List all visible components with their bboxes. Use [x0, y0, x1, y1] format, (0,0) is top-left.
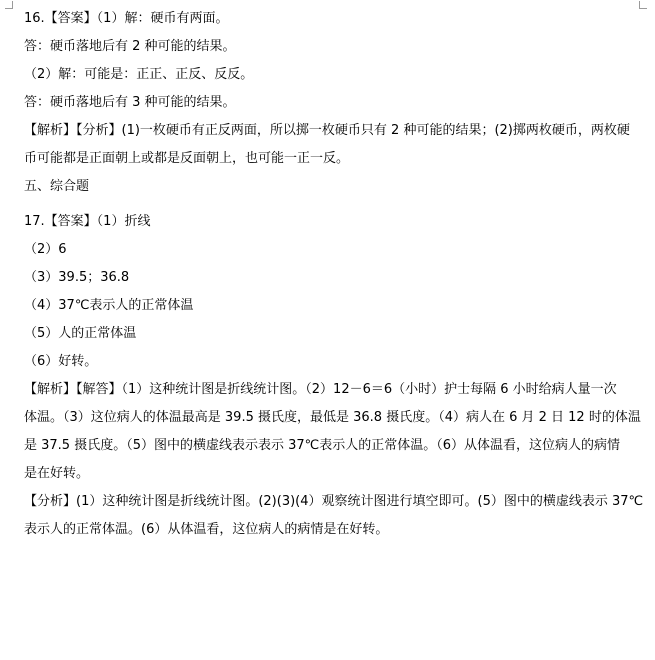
analysis-17-line: 是 37.5 摄氏度。（5）图中的横虚线表示表示 37℃表示人的正常体温。（6）从体温看，这位病人的病情	[24, 438, 621, 453]
analysis-17-line: 【解析】【解答】（1）这种统计图是折线统计图。（2）12－6＝6（小时）护士每隔 6 小时给病人量一次	[24, 382, 617, 397]
page-corner-mark-right	[639, 1, 647, 9]
answer-16-part2: （2）解：可能是：正正、正反、反反。	[24, 67, 254, 82]
answer-16-line: 答：硬币落地后有 3 种可能的结果。	[24, 95, 236, 110]
analysis-16-line: 【解析】【分析】(1)一枚硬币有正反两面，所以掷一枚硬币只有 2 种可能的结果；(2)掷两枚硬币，两枚硬	[24, 123, 630, 138]
spacer	[24, 201, 636, 208]
answer-16-line: 答：硬币落地后有 2 种可能的结果。	[24, 39, 236, 54]
analysis-17-summary: 表示人的正常体温。(6）从体温看，这位病人的病情是在好转。	[24, 522, 389, 537]
document-body	[24, 5, 644, 544]
answer-17-part: （6）好转。	[24, 354, 98, 369]
page-corner-mark-left	[5, 1, 13, 9]
analysis-17-line: 是在好转。	[24, 466, 90, 481]
answer-17-part: （5）人的正常体温	[24, 326, 137, 341]
analysis-17-summary: 【分析】(1）这种统计图是折线统计图。(2)(3)(4）观察统计图进行填空即可。(5）图中的横虚线表示 37℃	[24, 494, 644, 509]
answer-17-part: （4）37℃表示人的正常体温	[24, 298, 194, 313]
answer-16-heading: 16.【答案】（1）解：硬币有两面。	[24, 11, 229, 26]
answer-17-part: （3）39.5；36.8	[24, 270, 130, 285]
section-heading: 五、综合题	[24, 179, 90, 194]
answer-17-heading: 17.【答案】（1）折线	[24, 214, 151, 229]
analysis-17-line: 体温。（3）这位病人的体温最高是 39.5 摄氏度，最低是 36.8 摄氏度。（4）病人在 6 月 2 日 12 时的体温	[24, 410, 641, 425]
analysis-16-line: 币可能都是正面朝上或都是反面朝上，也可能一正一反。	[24, 151, 350, 166]
answer-17-part: （2）6	[24, 242, 67, 257]
